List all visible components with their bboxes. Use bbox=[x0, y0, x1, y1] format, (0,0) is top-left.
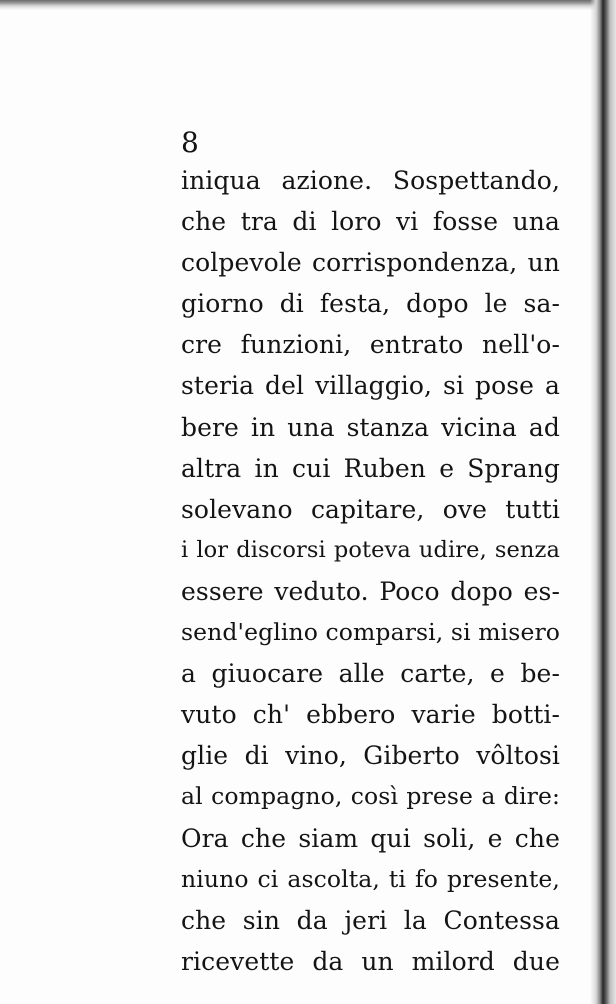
text-line: glie di vino, Giberto vôltosi bbox=[181, 741, 560, 771]
body-text bbox=[181, 160, 560, 982]
text-line: altra in cui Ruben e Sprang bbox=[181, 453, 560, 483]
text-line: che sin da jeri la Contessa bbox=[181, 905, 560, 935]
text-line: essere veduto. Poco dopo es- bbox=[181, 576, 560, 606]
text-line: a giuocare alle carte, e be- bbox=[181, 659, 560, 689]
binding-gutter-shadow bbox=[590, 0, 616, 1004]
text-line: send'eglino comparsi, si misero bbox=[181, 618, 561, 647]
text-line: cre funzioni, entrato nell'o- bbox=[181, 330, 560, 360]
text-line: colpevole corrispondenza, un bbox=[181, 248, 560, 278]
text-line: ricevette da un milord due bbox=[181, 946, 560, 976]
text-line: i lor discorsi poteva udire, senza bbox=[181, 536, 560, 563]
scan-top-edge bbox=[0, 0, 616, 10]
text-line: Ora che siam qui soli, e che bbox=[181, 823, 560, 853]
text-line: bere in una stanza vicina ad bbox=[181, 412, 560, 442]
text-line: iniqua azione. Sospettando, bbox=[181, 166, 560, 195]
text-line: niuno ci ascolta, ti fo presente, bbox=[181, 864, 560, 893]
text-line: al compagno, così prese a dire: bbox=[181, 782, 560, 811]
text-line: steria del villaggio, si pose a bbox=[181, 371, 560, 401]
text-line: giorno di festa, dopo le sa- bbox=[181, 289, 560, 319]
text-line: solevano capitare, ove tutti bbox=[181, 494, 560, 524]
text-line: che tra di loro vi fosse una bbox=[181, 207, 560, 237]
page-number: 8 bbox=[181, 126, 199, 159]
text-line: vuto ch' ebbero varie botti- bbox=[181, 700, 560, 730]
